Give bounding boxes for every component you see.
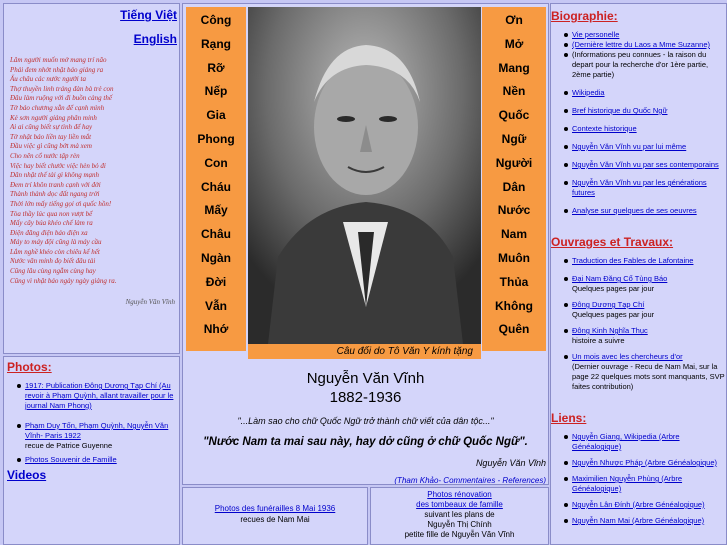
list-item [551, 458, 727, 468]
poem-line: Nước văn minh đọ biết đâu tài [10, 257, 96, 266]
couplet-word: Ngữ [501, 132, 527, 146]
item-link[interactable]: (Dernière lettre du Laos a Mme Suzanne) [572, 40, 710, 49]
item-link[interactable]: Đại Nam Đăng Cổ Tùng Báo [572, 274, 668, 283]
item-link[interactable]: Nguyễn Văn Vĩnh vu par les générations futures [572, 178, 707, 197]
biographie-list [551, 30, 727, 216]
links-list [551, 432, 727, 526]
funeral-photos-note: recues de Nam Mai [240, 515, 310, 524]
tomb-note-3: petite fille de Nguyễn Văn Vĩnh [404, 530, 515, 539]
list-item [551, 300, 727, 320]
poem-line: Dân nhật thế tài gì không mạnh [10, 171, 100, 180]
item-link[interactable]: Đông Dương Tạp Chí [572, 300, 645, 309]
poem-line: Việc hay biết chước việc hèn bỏ đi [10, 161, 106, 170]
photo-item [4, 455, 179, 465]
link-tieng-viet[interactable]: Tiếng Việt [120, 8, 177, 22]
list-item [551, 124, 727, 134]
poem-line: Cũng lâu cùng ngẫm cùng hay [10, 267, 96, 276]
couplet-word: Ơn [505, 13, 523, 27]
photos-list [4, 381, 179, 465]
list-item [551, 274, 727, 294]
couplet-word: Quốc [498, 108, 530, 123]
videos-link[interactable]: Videos [7, 468, 47, 482]
couplet-word: Vẫn [204, 298, 227, 313]
quote-1: "...Làm sao cho chữ Quốc Ngữ trở thành chữ viết của dân tộc..." [237, 416, 494, 426]
couplet-word: Công [200, 13, 232, 27]
portrait-photo [248, 7, 481, 344]
couplet-word: Mang [498, 60, 530, 75]
list-item [551, 40, 727, 50]
photo-link-1917[interactable]: 1917: Publication Đông Dương Tạp Chí (Au revoir à Phạm Quỳnh, allant travailler pour le journal Nam Phong) [25, 381, 174, 410]
couplet-word: Gia [206, 108, 226, 123]
couplet-left [186, 7, 246, 351]
couplet-word: Thủa [499, 274, 529, 289]
right-panel [550, 3, 727, 545]
poem-line: Điện đăng điện báo điện xa [10, 228, 88, 237]
poem-line: Thợ thuyền linh tráng đàn bà trẻ con [10, 84, 114, 93]
list-item [551, 50, 727, 80]
quote-signature: Nguyễn Văn Vĩnh [475, 458, 546, 468]
item-link[interactable]: Un mois avec les chercheurs d'or [572, 352, 683, 361]
couplet-word: Người [495, 155, 533, 170]
item-link[interactable]: Maximilien Nguyễn Phùng (Arbre Généalogique) [572, 474, 683, 493]
tomb-photos-link[interactable]: Photos rénovation [427, 490, 492, 499]
list-item [551, 206, 727, 216]
poem-line: Ai ai cũng biết sự tình để hay [10, 123, 93, 132]
couplet-word: Châu [201, 227, 231, 242]
item-link[interactable]: Nguyễn Nam Mai (Arbre Généalogique) [572, 516, 705, 525]
couplet-word: Quên [498, 322, 530, 337]
list-item [551, 30, 727, 40]
center-panel [182, 3, 549, 485]
biographie-title: Biographie: [551, 9, 618, 23]
list-item [551, 142, 727, 152]
couplet-word: Không [495, 298, 533, 313]
photo-item [4, 421, 179, 451]
left-panel-photos [3, 356, 180, 545]
couplet-word: Nền [502, 84, 526, 99]
couplet-word: Đời [205, 274, 227, 289]
couplet-word: Mấy [204, 203, 228, 218]
photo-caption: Câu đối do Tô Văn Y kính tặng [248, 344, 481, 359]
portrait-illustration [248, 7, 481, 344]
tomb-note-2: Nguyễn Thị Chính [427, 520, 492, 529]
list-item [551, 352, 727, 392]
funeral-photos-link[interactable]: Photos des funérailles 8 Mai 1936 [214, 504, 336, 513]
item-note: Quelques pages par jour [572, 284, 655, 293]
couplet-word: Con [204, 155, 228, 170]
list-item [551, 106, 727, 116]
poem-line: Máy to máy đội cũng là máy cầu [10, 238, 102, 247]
link-english[interactable]: English [133, 32, 177, 46]
couplet-word: Nam [500, 227, 527, 242]
person-name: Nguyễn Văn Vĩnh [306, 370, 425, 387]
list-item [551, 88, 727, 98]
poem [10, 56, 180, 286]
works-title: Ouvrages et Travaux: [551, 235, 674, 249]
item-link[interactable]: Contexte historique [572, 124, 637, 133]
couplet-word: Cháu [201, 179, 231, 194]
poem-line: Đầu việc gì cũng bớt mà xem [10, 142, 92, 151]
item-link[interactable]: Nguyễn Lân Đính (Arbre Généalogique) [572, 500, 705, 509]
item-note: Quelques pages par jour [572, 310, 655, 319]
list-item [551, 326, 727, 346]
list-item [551, 178, 727, 198]
item-link[interactable]: Đông Kinh Nghĩa Thục [572, 326, 648, 335]
quote-2: "Nước Nam ta mai sau này, hay dở cũng ở chữ Quốc Ngữ". [203, 436, 528, 448]
list-item [551, 160, 727, 170]
item-link[interactable]: Nguyễn Nhược Pháp (Arbre Généalogique) [572, 458, 718, 467]
couplet-word: Ngàn [201, 251, 231, 265]
tomb-note-1: suivant les plans de [424, 510, 495, 519]
item-link[interactable]: Analyse sur quelques de ses oeuvres [572, 206, 697, 215]
couplet-word: Dân [502, 179, 526, 194]
photo-item [4, 381, 179, 411]
item-note: histoire a suivre [572, 336, 625, 345]
item-note: (Dernier ouvrage - Recu de Nam Mai, sur la page 22 quelques mots sont manquants, SVP faites contribution) [572, 362, 725, 391]
item-link[interactable]: Vie personelle [572, 30, 620, 39]
poem-line: Lâm người muốn mở mang trí não [10, 56, 107, 64]
poem-line: Cũng vì nhật báo ngày ngày giảng ra. [10, 276, 117, 285]
tomb-photos-link-2[interactable]: des tombeaux de famille [416, 500, 503, 509]
item-link[interactable]: Nguyễn Văn Vĩnh vu par ses contemporains [572, 160, 719, 169]
item-link[interactable]: Traduction des Fables de Lafontaine [572, 256, 694, 265]
poem-line: Thành thành dọc đất ngang trời [10, 190, 100, 199]
list-item [551, 516, 727, 526]
couplet-word: Mở [504, 36, 524, 51]
photo-link-paris-1922[interactable]: Phạm Duy Tốn, Phạm Quỳnh, Nguyễn Văn Vĩnh- Paris 1922 [25, 421, 169, 440]
poem-line: Thời lớn mấy tiếng gọi ơi quốc hồn! [10, 199, 112, 208]
list-item [551, 432, 727, 452]
photo-note: recue de Patrice Guyenne [25, 441, 113, 450]
list-item [551, 474, 727, 494]
poem-line: Lắm nghề khéo còn chiêu kế hết [10, 247, 100, 256]
poem-line: Phải đem nhớt nhật báo giảng ra [10, 65, 104, 74]
poem-line: Cho nên cổ nước tập rèn [10, 151, 80, 160]
poem-line: Tờ báo chương xẫn để cạnh mình [10, 103, 105, 112]
poem-line: Kẻ sơn người giảng phân minh [10, 113, 97, 122]
poem-line: Tờ nhật báo liền tay liền mắt [10, 132, 92, 141]
couplet-word: Nước [497, 203, 531, 218]
poem-line: Đâu làm ruộng với đi buồn càng thế [10, 94, 112, 103]
item-note: (Informations peu connues - la raison du depart pour la recherche d'or 1ère partie, 2ème partie) [572, 50, 709, 79]
funeral-photos-cell [182, 487, 368, 545]
item-link[interactable]: Bref historique du Quốc Ngữ [572, 106, 668, 115]
poem-line: Ấu châu các nước người ta [10, 75, 86, 84]
links-title: Liens: [551, 411, 587, 425]
item-link[interactable]: Nguyễn Giang, Wikipedia (Arbre Généalogique) [572, 432, 680, 451]
couplet-word: Phong [197, 132, 235, 146]
works-list [551, 256, 727, 392]
photo-link-souvenir[interactable]: Photos Souvenir de Famille [25, 455, 117, 464]
person-years: 1882-1936 [329, 389, 402, 406]
left-panel-top [3, 3, 180, 354]
item-link[interactable]: Nguyễn Văn Vĩnh vu par lui même [572, 142, 687, 151]
couplet-word: Nhớ [203, 322, 229, 337]
poem-author: Nguyễn Văn Vĩnh [125, 298, 175, 306]
couplet-word: Muôn [498, 251, 530, 265]
couplet-word: Nếp [204, 84, 228, 99]
tomb-renovation-cell [370, 487, 549, 545]
list-item [551, 500, 727, 510]
couplet-right [482, 7, 546, 351]
poem-line: Tòa thầy lúc qua non vượt bể [10, 209, 93, 218]
couplet-word: Rạng [201, 36, 231, 51]
references-link[interactable]: (Tham Khảo- Commentaires - References) [394, 476, 546, 485]
list-item [551, 256, 727, 266]
item-link[interactable]: Wikipedia [572, 88, 605, 97]
couplet-word: Rỡ [207, 60, 225, 75]
poem-line: Mấy cây búa khéo chế làm ra [10, 219, 93, 228]
photos-title[interactable]: Photos: [7, 360, 52, 374]
poem-line: Đem trí khôn tranh cạnh với đời [10, 180, 101, 189]
